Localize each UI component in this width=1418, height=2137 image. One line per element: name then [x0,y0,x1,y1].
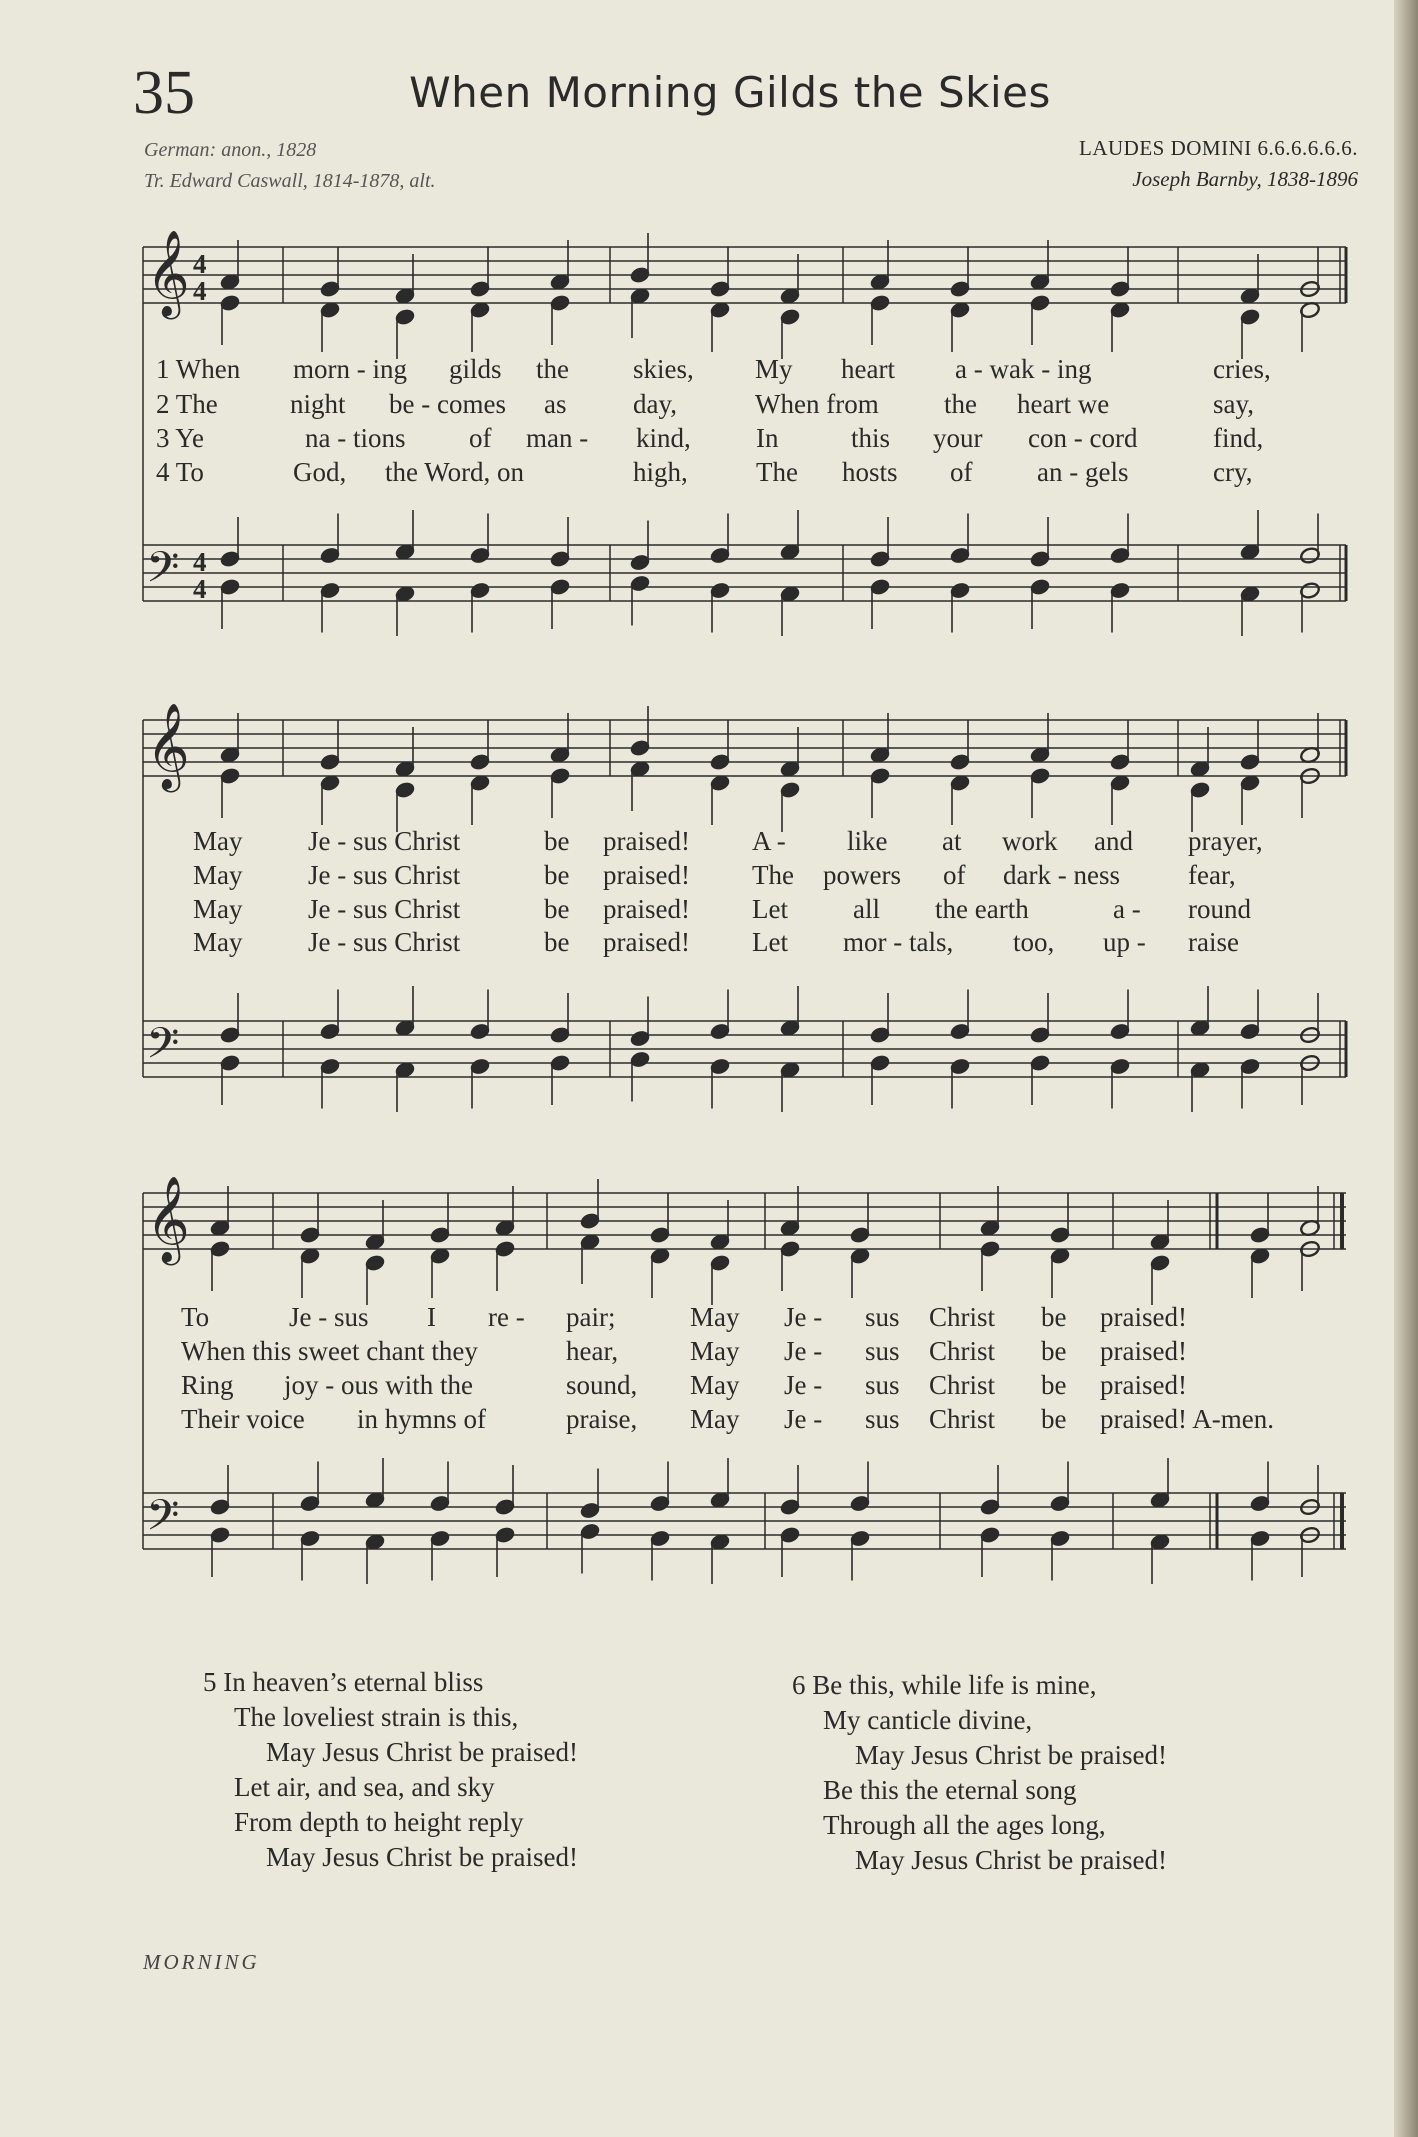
lyric-syllable: the [536,354,569,384]
lyric-line [181,1304,209,1331]
lyric-line [929,1304,995,1331]
stanza-line: Be this the eternal song [823,1775,1077,1805]
lyric-syllable: hosts [842,457,898,487]
lyric-syllable: the earth [935,894,1029,924]
lyric-line [1041,1338,1066,1365]
time-signature-icon: 4 [193,547,207,577]
lyric-syllable: Christ [929,1302,996,1332]
lyric-syllable: praised! A-men. [1100,1404,1274,1434]
lyric-line [1188,862,1236,889]
lyric-syllable: heart [841,354,895,384]
lyric-syllable: like [847,826,888,856]
lyric-syllable: as [544,389,567,419]
lyric-syllable: When from [755,389,879,419]
lyric-syllable: May [690,1302,740,1332]
lyric-line [851,425,890,452]
lyric-line [1213,459,1252,486]
lyric-syllable: be [1041,1336,1067,1366]
time-signature-icon: 4 [193,249,207,279]
lyric-line [544,391,567,418]
stanza-text: Be this, while life is mine, [812,1670,1097,1700]
lyric-syllable: round [1188,894,1251,924]
lyric-syllable: May [193,826,243,856]
lyric-syllable: Christ [929,1404,996,1434]
lyric-syllable: God, [293,457,347,487]
lyric-line [823,862,901,889]
lyric-syllable: hear, [566,1336,619,1366]
lyric-line [1094,828,1133,855]
lyric-syllable: Let [752,894,788,924]
lyric-line [636,425,691,452]
lyric-line [603,828,690,855]
treble-clef-icon: 𝄞 [146,230,190,316]
lyric-line [1100,1304,1187,1331]
stanza-line: The loveliest strain is this, [234,1702,519,1732]
lyric-syllable: The [756,457,798,487]
lyric-line [933,425,983,452]
stanza-line: Through all the ages long, [823,1810,1106,1840]
lyric-line [784,1338,822,1365]
lyric-line [865,1406,900,1433]
lyric-syllable: fear, [1188,860,1236,890]
topic-footer: MORNING [143,1950,260,1974]
lyric-syllable: May [193,894,243,924]
lyric-line [193,896,243,923]
lyric-syllable: May [690,1404,740,1434]
lyric-line [1041,1406,1066,1433]
lyric-line [841,356,895,383]
lyric-line [929,1338,995,1365]
lyric-syllable: man - [526,423,589,453]
lyric-line [536,356,569,383]
lyric-line [756,459,798,486]
lyric-line [1002,828,1058,855]
lyric-line [633,459,688,486]
lyric-line [784,1304,822,1331]
lyric-syllable: 2 The [156,389,218,419]
lyric-line [603,929,690,956]
lyric-syllable: of [469,423,492,453]
lyric-line [293,459,346,486]
stanza-line: May Jesus Christ be praised! [855,1740,1167,1770]
lyric-line [193,929,243,956]
lyric-syllable: dark - ness [1003,860,1120,890]
lyric-line [1103,929,1146,956]
lyric-syllable: May [193,860,243,890]
stanza-line: My canticle divine, [823,1705,1033,1735]
lyric-syllable: Je - [784,1404,823,1434]
lyric-syllable: con - cord [1028,423,1138,453]
treble-clef-icon: 𝄞 [146,1176,190,1262]
lyric-line [385,459,524,486]
lyric-line [566,1304,615,1331]
lyric-syllable: Je - sus Christ [308,826,461,856]
lyric-line [181,1372,234,1399]
lyric-line [1003,862,1120,889]
lyric-line [566,1338,618,1365]
composer-credit: Joseph Barnby, 1838-1896 [1132,167,1358,191]
lyric-line [1188,929,1239,956]
lyric-syllable: Je - [784,1370,823,1400]
lyric-line [633,356,694,383]
lyric-line [1213,391,1254,418]
lyric-syllable: an - gels [1037,457,1129,487]
lyric-line [1213,425,1263,452]
lyric-line [308,828,460,855]
lyric-line [566,1372,637,1399]
lyric-syllable: joy - ous with the [284,1370,473,1400]
lyric-syllable: May [690,1370,740,1400]
lyric-syllable: the Word, on [385,457,525,487]
lyric-line [865,1372,900,1399]
lyric-line [305,425,406,452]
lyric-line [752,929,788,956]
lyric-syllable: 1 When [156,354,241,384]
lyric-line [944,391,977,418]
lyric-syllable: be [544,927,570,957]
bass-clef-icon: 𝄢 [146,1019,180,1079]
lyric-line [449,356,502,383]
lyric-line [1028,425,1137,452]
lyric-line [488,1304,525,1331]
lyric-line [943,862,966,889]
lyric-syllable: a - wak - ing [955,354,1092,384]
lyric-line [752,828,786,855]
lyric-syllable: be [544,860,570,890]
lyric-syllable: all [853,894,880,924]
lyric-line [955,356,1091,383]
lyric-line [1041,1372,1066,1399]
stanza-6 [792,1668,1167,1878]
lyric-line [755,391,879,418]
lyric-syllable: a - [1113,894,1141,924]
lyric-syllable: up - [1103,927,1146,957]
lyric-syllable: A - [752,826,786,856]
lyric-line [950,459,973,486]
lyric-syllable: your [933,423,983,453]
lyric-syllable: praised! [1100,1336,1187,1366]
lyric-syllable: skies, [633,354,694,384]
lyric-syllable: sus [865,1302,900,1332]
lyric-syllable: To [181,1302,210,1332]
lyric-syllable: Christ [929,1336,996,1366]
lyric-line [756,425,779,452]
lyric-line [929,1372,995,1399]
lyric-syllable: na - tions [305,423,406,453]
lyric-line [156,425,204,452]
lyric-syllable: find, [1213,423,1264,453]
lyric-syllable: raise [1188,927,1239,957]
lyric-line [181,1338,478,1365]
lyric-syllable: sound, [566,1370,638,1400]
lyric-line [427,1304,436,1331]
lyric-line [1013,929,1054,956]
lyric-line [293,356,407,383]
lyric-syllable: When this sweet chant they [181,1336,478,1366]
lyric-syllable: praised! [603,894,690,924]
lyric-syllable: be - comes [389,389,506,419]
lyric-syllable: cry, [1213,457,1253,487]
lyric-syllable: praised! [1100,1302,1187,1332]
lyric-syllable: sus [865,1336,900,1366]
lyric-line [193,862,243,889]
hymn-title: When Morning Gilds the Skies [409,68,1051,117]
bass-clef-icon: 𝄢 [146,543,180,603]
lyric-line [290,391,346,418]
lyric-line [284,1372,473,1399]
lyric-line [784,1372,822,1399]
lyric-line [544,929,569,956]
lyric-syllable: praised! [603,826,690,856]
lyric-line [929,1406,995,1433]
lyric-syllable: mor - tals, [843,927,954,957]
lyric-syllable: praised! [603,860,690,890]
lyric-syllable: of [943,860,966,890]
lyric-line [1188,896,1251,923]
stanza-line: From depth to height reply [234,1807,524,1837]
lyric-syllable: be [544,826,570,856]
lyric-line [603,862,690,889]
lyric-line [156,356,240,383]
lyric-syllable: powers [823,860,901,890]
lyric-syllable: praised! [603,927,690,957]
lyric-line [842,459,898,486]
lyric-line [752,896,788,923]
lyric-line [389,391,506,418]
lyric-line [1213,356,1271,383]
lyric-syllable: sus [865,1404,900,1434]
stanza-line [203,1665,578,1700]
lyric-line [1100,1372,1187,1399]
lyric-syllable: be [1041,1404,1067,1434]
lyric-syllable: heart we [1017,389,1110,419]
lyric-syllable: Je - sus Christ [308,894,461,924]
lyric-syllable: be [544,894,570,924]
lyric-line [544,896,569,923]
stanza-line: May Jesus Christ be praised! [855,1845,1167,1875]
lyric-line [752,862,794,889]
lyric-line [865,1338,900,1365]
lyric-syllable: in hymns of [357,1404,487,1434]
lyric-line [690,1304,740,1331]
lyric-syllable: cries, [1213,354,1271,384]
lyric-syllable: be [1041,1370,1067,1400]
stanza-number: 6 [792,1670,806,1700]
lyric-line [1041,1304,1066,1331]
lyric-line [469,425,492,452]
lyric-syllable: Let [752,927,788,957]
lyric-line [181,1406,305,1433]
lyric-line [755,356,793,383]
time-signature-icon: 4 [193,574,207,604]
lyric-line [865,1304,900,1331]
lyric-line [1037,459,1128,486]
time-signature-icon: 4 [193,276,207,306]
lyric-syllable: re - [488,1302,525,1332]
lyric-line [942,828,962,855]
stanza-5 [203,1665,578,1875]
stanza-number: 5 [203,1667,217,1697]
lyric-syllable: Ring [181,1370,234,1400]
lyric-line [544,828,569,855]
lyric-syllable: praised! [1100,1370,1187,1400]
lyric-line [156,459,204,486]
lyric-line [843,929,953,956]
lyric-line [603,896,690,923]
lyric-syllable: Je - [784,1336,823,1366]
text-credit-german: German: anon., 1828 [144,139,317,161]
lyric-line [193,828,243,855]
lyric-syllable: the [944,389,977,419]
tune-name: LAUDES DOMINI 6.6.6.6.6.6. [1079,136,1358,160]
lyric-line [526,425,588,452]
lyric-syllable: prayer, [1188,826,1263,856]
lyric-syllable: praise, [566,1404,638,1434]
lyric-line [935,896,1029,923]
lyric-syllable: gilds [449,354,502,384]
lyric-syllable: night [290,389,346,419]
treble-clef-icon: 𝄞 [146,703,190,789]
lyric-syllable: sus [865,1370,900,1400]
lyric-line [289,1304,369,1331]
lyric-syllable: and [1094,826,1133,856]
lyric-line [357,1406,486,1433]
lyric-syllable: Je - sus Christ [308,927,461,957]
stanza-line: May Jesus Christ be praised! [266,1842,578,1872]
lyric-syllable: at [942,826,962,856]
lyric-syllable: May [690,1336,740,1366]
lyric-syllable: of [950,457,973,487]
lyric-syllable: pair; [566,1302,616,1332]
lyric-syllable: work [1002,826,1058,856]
lyric-syllable: Je - sus Christ [308,860,461,890]
lyric-syllable: Christ [929,1370,996,1400]
stanza-line [792,1668,1167,1703]
lyric-line [308,896,460,923]
lyric-line [308,929,460,956]
stanza-text: In heaven’s eternal bliss [223,1667,484,1697]
stanza-line: May Jesus Christ be praised! [266,1737,578,1767]
lyric-syllable: say, [1213,389,1254,419]
lyric-syllable: 3 Ye [156,423,205,453]
lyric-line [1188,828,1263,855]
lyric-line [633,391,677,418]
lyric-syllable: 4 To [156,457,204,487]
lyric-syllable: May [193,927,243,957]
lyric-line [308,862,460,889]
stanza-line: Let air, and sea, and sky [234,1772,495,1802]
lyric-syllable: high, [633,457,688,487]
lyric-syllable: kind, [636,423,691,453]
lyric-syllable: Je - sus [289,1302,369,1332]
lyric-line [690,1372,740,1399]
lyric-line [1100,1338,1187,1365]
lyric-syllable: day, [633,389,677,419]
lyric-syllable: I [427,1302,436,1332]
lyric-line [544,862,569,889]
lyric-syllable: Je - [784,1302,823,1332]
lyric-syllable: morn - ing [293,354,407,384]
lyric-syllable: be [1041,1302,1067,1332]
lyric-syllable: Their voice [181,1404,305,1434]
hymn-number: 35 [133,59,195,127]
lyric-syllable: The [752,860,794,890]
lyric-line [156,391,218,418]
lyric-line [1017,391,1109,418]
lyric-line [784,1406,822,1433]
lyric-syllable: In [756,423,779,453]
lyric-syllable: this [851,423,891,453]
lyric-syllable: too, [1013,927,1055,957]
lyric-line [566,1406,637,1433]
lyric-line [847,828,888,855]
lyric-syllable: My [755,354,793,384]
lyric-line [690,1406,740,1433]
text-credit-translator: Tr. Edward Caswall, 1814-1878, alt. [144,170,436,192]
lyric-line [1100,1406,1274,1433]
lyric-line [690,1338,740,1365]
lyric-line [853,896,880,923]
lyric-line [1113,896,1141,923]
bass-clef-icon: 𝄢 [146,1491,180,1551]
